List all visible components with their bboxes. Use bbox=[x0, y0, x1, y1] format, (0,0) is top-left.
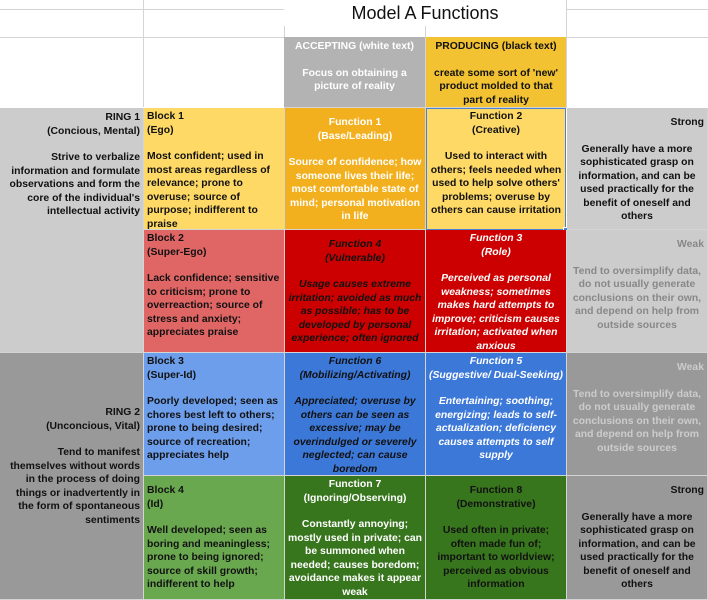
strength-description: Generally have a more sophisticated grasp on information, and can be used practically for the benefit of oneself and others bbox=[578, 143, 696, 222]
function-title: Function 5 bbox=[469, 356, 523, 367]
function-title: Function 1 bbox=[328, 117, 382, 128]
strength-cell-row4 bbox=[567, 476, 708, 600]
accepting-description: Focus on obtaining a picture of reality bbox=[302, 67, 407, 92]
accepting-title: ACCEPTING (white text) bbox=[295, 41, 414, 52]
function-description: Perceived as personal weakness; sometimes makes hard attempts to improve; criticism causes irritation; activated when anxious bbox=[432, 273, 560, 352]
function-subtitle: (Role) bbox=[481, 246, 511, 258]
function-description: Usage causes extreme irritation; avoided as much as possible; has to be developed by personal experience; often ignored bbox=[288, 279, 422, 344]
block-subtitle: (Super-Ego) bbox=[147, 246, 207, 258]
function-subtitle: (Mobilizing/Activating) bbox=[299, 369, 411, 381]
function-subtitle: (Demonstrative) bbox=[456, 498, 536, 510]
function-title: Function 2 bbox=[469, 111, 523, 122]
ring1-subtitle: (Concious, Mental) bbox=[47, 125, 140, 137]
function-description: Entertaining; soothing; energizing; leads to self-actualization; deficiency causes attempts to self supply bbox=[435, 396, 557, 461]
function-subtitle: (Suggestive/ Dual-Seeking) bbox=[429, 369, 563, 381]
function7-cell bbox=[285, 476, 426, 600]
block-title: Block 1 bbox=[147, 111, 184, 122]
strength-label: Strong bbox=[670, 117, 704, 128]
ring1-description: Strive to verbalize information and formulate observations and form the core of the individual's intellectual activity bbox=[9, 152, 140, 217]
function-subtitle: (Base/Leading) bbox=[317, 130, 393, 142]
block-description: Well developed; seen as boring and meaningless; prone to being ignored; source of skill growth; indifferent to help bbox=[147, 525, 270, 590]
strength-description: Tend to oversimplify data, do not usually generate conclusions on their own, and depend on help from outside sources bbox=[572, 265, 702, 331]
strength-cell-row1 bbox=[567, 108, 708, 230]
function4-cell bbox=[285, 230, 426, 353]
block4-cell bbox=[144, 476, 285, 600]
function1-cell bbox=[285, 108, 426, 230]
function-title: Function 6 bbox=[328, 356, 382, 367]
function-description: Source of confidence; how someone lives their life; most comfortable state of mind; personal motivation in life bbox=[288, 157, 422, 222]
function5-cell bbox=[426, 353, 567, 476]
function-description: Used often in private; often made fun of; important to worldview; perceived as obvious information bbox=[437, 525, 555, 590]
ring2-title: RING 2 bbox=[105, 407, 140, 418]
function-description: Used to interact with others; feels needed when used to help solve others' problems; overuse by others can cause irritation bbox=[430, 151, 562, 216]
function-description: Constantly annoying; mostly used in private; can be summoned when needed; causes boredom; avoidance makes it appear weak bbox=[288, 519, 422, 598]
strength-cell-row3 bbox=[567, 353, 708, 476]
producing-title: PRODUCING (black text) bbox=[435, 41, 557, 52]
block-subtitle: (Ego) bbox=[147, 124, 174, 136]
block1-cell bbox=[144, 108, 285, 230]
ring1-cell bbox=[0, 108, 144, 353]
strength-label: Strong bbox=[670, 485, 704, 496]
strength-cell-row2 bbox=[567, 230, 708, 353]
block-title: Block 3 bbox=[147, 356, 184, 367]
function-description: Appreciated; overuse by others can be seen as excessive; may be overindulged or severely neglected; can cause boredom bbox=[293, 396, 417, 475]
block2-cell bbox=[144, 230, 285, 353]
function-title: Function 8 bbox=[469, 485, 523, 496]
function2-cell[interactable] bbox=[426, 108, 566, 230]
function-subtitle: (Vulnerable) bbox=[325, 252, 385, 264]
ring2-description: Tend to manifest themselves without words in the process of doing things or inadvertently in the form of spontaneous sentiments bbox=[10, 447, 140, 526]
function-title: Function 7 bbox=[328, 479, 382, 490]
block3-cell bbox=[144, 353, 285, 476]
block-subtitle: (Id) bbox=[147, 498, 164, 510]
ring2-cell bbox=[0, 353, 144, 600]
block-description: Most confident; used in most areas regardless of relevance; prone to overuse; source of purpose; indifferent to praise bbox=[147, 151, 271, 230]
accepting-header bbox=[284, 37, 426, 108]
block-title: Block 2 bbox=[147, 233, 184, 244]
block-description: Lack confidence; sensitive to criticism; prone to overreaction; source of stress and anxiety; appreciates praise bbox=[147, 273, 280, 338]
strength-description: Tend to oversimplify data, do not usually generate conclusions on their own, and depend on help from outside sources bbox=[572, 388, 702, 454]
function8-cell bbox=[426, 476, 567, 600]
function-title: Function 3 bbox=[469, 233, 523, 244]
function6-cell bbox=[285, 353, 426, 476]
function-subtitle: (Creative) bbox=[472, 124, 520, 136]
grid-line bbox=[143, 0, 144, 107]
function3-cell bbox=[426, 230, 567, 353]
function-subtitle: (Ignoring/Observing) bbox=[303, 492, 407, 504]
strength-label: Weak bbox=[677, 239, 704, 250]
ring1-title: RING 1 bbox=[105, 112, 140, 123]
ring2-subtitle: (Unconcious, Vital) bbox=[46, 420, 140, 432]
sheet-title: Model A Functions bbox=[284, 0, 566, 26]
function-title: Function 4 bbox=[328, 239, 382, 250]
block-subtitle: (Super-Id) bbox=[147, 369, 197, 381]
block-description: Poorly developed; seen as chores best left to others; prone to being desired; source of recreation; appreciates help bbox=[147, 396, 279, 461]
strength-label: Weak bbox=[677, 362, 704, 373]
strength-description: Generally have a more sophisticated grasp on information, and can be used practically for the benefit of oneself and others bbox=[578, 511, 696, 590]
producing-header bbox=[426, 37, 567, 108]
producing-description: create some sort of 'new' product molded to that part of reality bbox=[434, 67, 558, 106]
block-title: Block 4 bbox=[147, 485, 184, 496]
